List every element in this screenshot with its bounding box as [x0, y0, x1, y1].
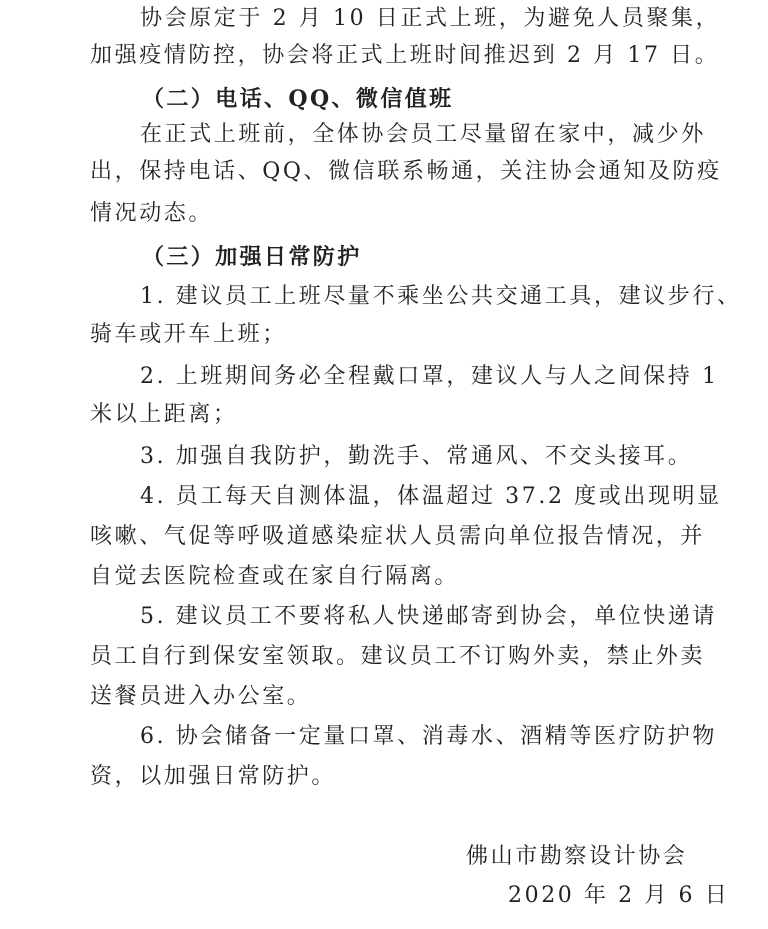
item-2-line-1: 2. 上班期间务必全程戴口罩，建议人与人之间保持 1	[140, 364, 719, 389]
item-3-line-1: 3. 加强自我防护，勤洗手、常通风、不交头接耳。	[140, 444, 693, 469]
section-3-heading: （三）加强日常防护	[142, 244, 362, 270]
item-5-line-2: 员工自行到保安室领取。建议员工不订购外卖，禁止外卖	[90, 644, 706, 669]
signature-date: 2020 年 2 月 6 日	[508, 883, 730, 908]
intro-line-1: 协会原定于 2 月 10 日正式上班，为避免人员聚集，	[140, 6, 721, 31]
intro-line-2: 加强疫情防控，协会将正式上班时间推迟到 2 月 17 日。	[90, 43, 720, 68]
item-6-line-2: 资，以加强日常防护。	[90, 764, 337, 789]
section-2-line-3: 情况动态。	[90, 201, 214, 226]
item-4-line-3: 自觉去医院检查或在家自行隔离。	[90, 564, 460, 589]
item-6-line-1: 6. 协会储备一定量口罩、消毒水、酒精等医疗防护物	[140, 724, 717, 749]
item-4-line-1: 4. 员工每天自测体温，体温超过 37.2 度或出现明显	[140, 484, 722, 509]
section-2-line-1: 在正式上班前，全体协会员工尽量留在家中，减少外	[140, 122, 706, 147]
item-2-line-2: 米以上距离；	[90, 402, 238, 427]
item-4-line-2: 咳嗽、气促等呼吸道感染症状人员需向单位报告情况，并	[90, 524, 706, 549]
item-5-line-3: 送餐员进入办公室。	[90, 684, 312, 709]
section-2-line-2: 出，保持电话、QQ、微信联系畅通，关注协会通知及防疫	[90, 159, 722, 184]
item-1-line-2: 骑车或开车上班；	[90, 322, 287, 347]
item-1-line-1: 1. 建议员工上班尽量不乘坐公共交通工具，建议步行、	[140, 284, 742, 309]
section-2-heading: （二）电话、QQ、微信值班	[142, 86, 454, 112]
signature-organization: 佛山市勘察设计协会	[466, 844, 688, 869]
item-5-line-1: 5. 建议员工不要将私人快递邮寄到协会，单位快递请	[140, 604, 717, 629]
